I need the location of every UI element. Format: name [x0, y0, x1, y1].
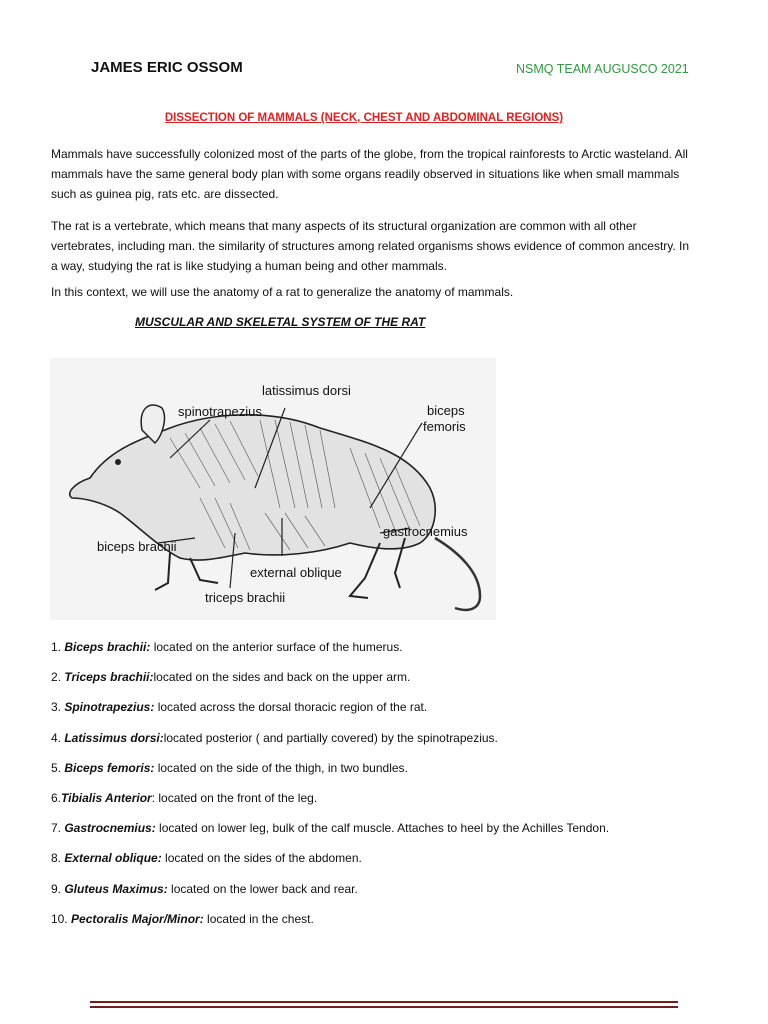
list-item: 10. Pectoralis Major/Minor: located in the chest.: [51, 911, 314, 926]
label-triceps-brachii: triceps brachii: [205, 590, 286, 605]
rat-eye: [115, 459, 121, 465]
label-external-oblique: external oblique: [250, 565, 342, 580]
footer-rule-top: [90, 1001, 678, 1003]
label-gastrocnemius: gastrocnemius: [383, 524, 468, 539]
label-biceps-brachii: biceps brachii: [97, 539, 177, 554]
label-biceps-femoris-line2: femoris: [423, 419, 466, 434]
list-item: 4. Latissimus dorsi:located posterior ( and partially covered) by the spinotrapezius.: [51, 730, 498, 745]
muscle-list: [51, 640, 711, 942]
section-heading: MUSCULAR AND SKELETAL SYSTEM OF THE RAT: [135, 315, 426, 329]
label-latissimus-dorsi: latissimus dorsi: [262, 383, 351, 398]
list-item: 9. Gluteus Maximus: located on the lower back and rear.: [51, 881, 358, 896]
rat-muscle-figure: [50, 358, 496, 620]
author-name: JAMES ERIC OSSOM: [91, 59, 243, 76]
team-name: NSMQ TEAM AUGUSCO 2021: [516, 62, 689, 76]
list-item: 8. External oblique: located on the sides of the abdomen.: [51, 851, 362, 866]
list-item: 3. Spinotrapezius: located across the dorsal thoracic region of the rat.: [51, 700, 428, 715]
footer-rule-bottom: [90, 1006, 678, 1008]
intro-paragraph-2: The rat is a vertebrate, which means that many aspects of its structural organization are common with all other vertebrates, including man. the similarity of structures among related organisms shows evidence of common ancestry. In a way, studying the rat is like studying a human being and other mammals.: [51, 219, 690, 273]
document-title: DISSECTION OF MAMMALS (NECK, CHEST AND ABDOMINAL REGIONS): [164, 112, 564, 124]
label-biceps-femoris-line1: biceps: [427, 403, 465, 418]
intro-paragraph-1: Mammals have successfully colonized most of the parts of the globe, from the tropical rainforests to Arctic wasteland. All mammals have the same general body plan with some organs readily observed in situations like when small mammals such as guinea pig, rats etc. are dissected.: [51, 147, 688, 201]
intro-paragraph-3: In this context, we will use the anatomy of a rat to generalize the anatomy of mammals.: [51, 285, 514, 299]
list-item: 5. Biceps femoris: located on the side of the thigh, in two bundles.: [51, 760, 408, 775]
list-item: 1. Biceps brachii: located on the anterior surface of the humerus.: [51, 640, 403, 654]
list-item: 7. Gastrocnemius: located on lower leg, bulk of the calf muscle. Attaches to heel by the Achilles Tendon.: [51, 821, 610, 836]
list-item: 6.Tibialis Anterior: located on the front of the leg.: [51, 790, 318, 805]
label-spinotrapezius: spinotrapezius: [178, 404, 262, 419]
list-item: 2. Triceps brachii:located on the sides and back on the upper arm.: [51, 670, 411, 685]
